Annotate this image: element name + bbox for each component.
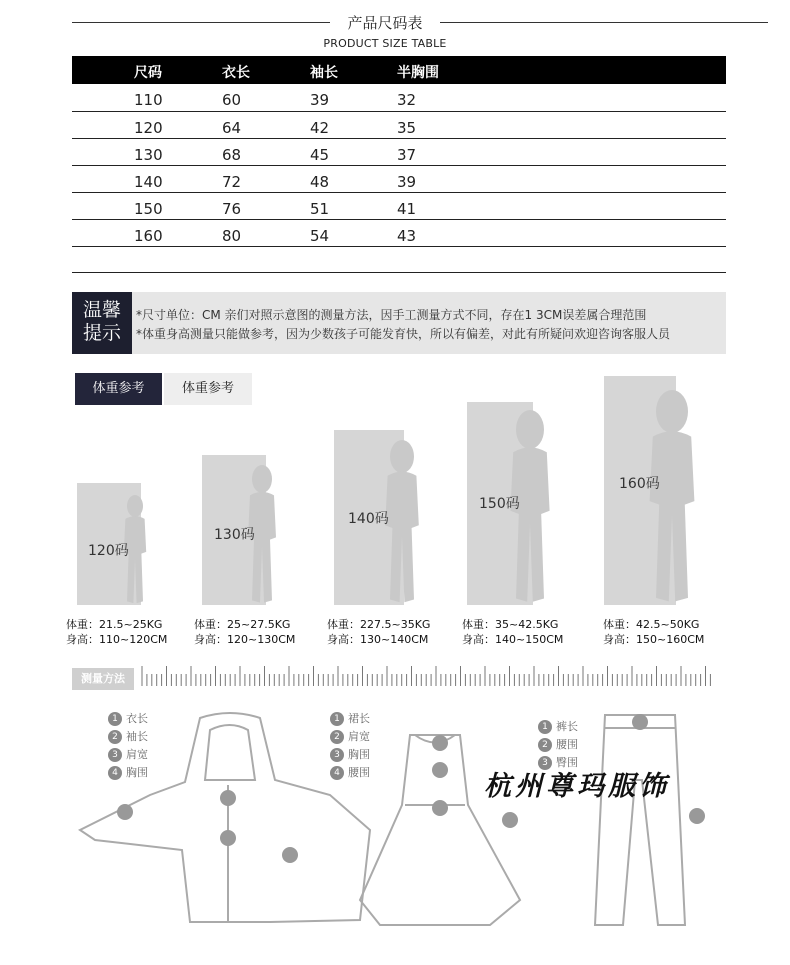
table-cell: 60 [222,84,310,111]
size-label: 150码 [479,496,520,512]
jacket-marker-1 [282,847,298,863]
dress-legend [330,710,370,782]
legend-number: 1 [538,720,552,734]
table-cell: 140 [72,165,222,192]
legend-item [108,710,148,728]
table-cell: 110 [72,84,222,111]
tab-weight-reference-active[interactable]: 体重参考 [75,373,162,405]
legend-text: 臀围 [556,756,578,769]
table-cell: 80 [222,219,310,246]
tab-weight-reference[interactable]: 体重参考 [164,373,252,405]
height-range: 身高：150~160CM [603,633,705,646]
table-row [72,111,726,138]
table-header-row [72,56,726,84]
weight-range: 体重：42.5~50KG [603,618,700,631]
legend-text: 裙长 [348,712,370,725]
table-cell-empty [497,192,726,219]
col-header-length: 衣长 [222,56,310,84]
page-subtitle: PRODUCT SIZE TABLE [323,37,447,50]
table-cell: 64 [222,111,310,138]
height-range: 身高：120~130CM [194,633,296,646]
pants-marker-2 [632,714,648,730]
size-info [327,617,430,647]
tips-box [72,292,726,354]
legend-text: 胸围 [348,748,370,761]
pants-marker-1 [689,808,705,824]
legend-number: 2 [538,738,552,752]
table-row [72,192,726,219]
table-cell-empty [497,84,726,111]
table-cell: 43 [397,219,497,246]
legend-item [330,746,370,764]
title-divider-right [440,22,768,23]
table-cell: 72 [222,165,310,192]
size-info [462,617,563,647]
table-empty-row [72,245,726,273]
size-label: 120码 [88,543,129,559]
title-divider-left [72,22,330,23]
col-header-empty [497,56,726,84]
tips-line-1: *尺寸单位：CM 亲们对照示意图的测量方法，因手工测量方式不同，存在1 3CM误差属合理范围 [136,308,647,322]
legend-number: 3 [538,756,552,770]
table-cell-empty [497,111,726,138]
legend-item [330,764,370,782]
table-cell: 45 [310,138,397,165]
legend-text: 胸围 [126,766,148,779]
legend-number: 3 [330,748,344,762]
legend-text: 肩宽 [348,730,370,743]
size-info [603,617,704,647]
legend-number: 3 [108,748,122,762]
table-cell: 68 [222,138,310,165]
size-label: 160码 [619,476,660,492]
dress-marker-2 [432,735,448,751]
table-cell: 42 [310,111,397,138]
legend-text: 腰围 [348,766,370,779]
table-cell-empty [497,138,726,165]
tips-label [72,292,132,354]
size-table [72,56,726,247]
table-cell: 39 [397,165,497,192]
table-cell: 54 [310,219,397,246]
size-info [194,617,295,647]
legend-item [330,728,370,746]
table-row [72,138,726,165]
legend-text: 衣长 [126,712,148,725]
table-cell-empty [497,219,726,246]
legend-item [108,746,148,764]
table-cell: 41 [397,192,497,219]
table-cell: 48 [310,165,397,192]
legend-item [108,728,148,746]
legend-text: 腰围 [556,738,578,751]
size-label: 140码 [348,511,389,527]
legend-text: 裤长 [556,720,578,733]
jacket-legend [108,710,148,782]
tips-line-2: *体重身高测量只能做参考，因为少数孩子可能发育快，所以有偏差，对此有所疑问欢迎咨询客服人员 [136,327,671,341]
weight-range: 体重：35~42.5KG [462,618,559,631]
table-cell: 150 [72,192,222,219]
brand-watermark: 杭州尊玛服饰 [484,771,670,802]
tips-label-text: 温馨提示 [82,299,121,344]
pants-outline [595,715,685,925]
legend-text: 袖长 [126,730,148,743]
legend-number: 1 [108,712,122,726]
table-cell: 130 [72,138,222,165]
legend-item [538,736,578,754]
col-header-sleeve: 袖长 [310,56,397,84]
table-cell: 35 [397,111,497,138]
table-cell: 32 [397,84,497,111]
weight-range: 体重：227.5~35KG [327,618,431,631]
table-cell: 39 [310,84,397,111]
legend-number: 4 [108,766,122,780]
col-header-size: 尺码 [72,56,222,84]
legend-text: 肩宽 [126,748,148,761]
table-row [72,165,726,192]
height-range: 身高：110~120CM [66,633,168,646]
jacket-marker-2 [117,804,133,820]
legend-number: 2 [108,730,122,744]
garment-illustrations [70,700,720,960]
jacket-marker-3 [220,790,236,806]
height-range: 身高：140~150CM [462,633,564,646]
child-silhouette-icon [640,390,704,605]
table-cell: 160 [72,219,222,246]
size-info [66,617,167,647]
measure-method-tag: 测量方法 [72,668,134,690]
height-range: 身高：130~140CM [327,633,429,646]
legend-number: 4 [330,766,344,780]
table-cell: 120 [72,111,222,138]
dress-marker-3 [432,762,448,778]
weight-range: 体重：25~27.5KG [194,618,291,631]
table-cell-empty [497,165,726,192]
size-label: 130码 [214,527,255,543]
table-cell: 51 [310,192,397,219]
legend-number: 2 [330,730,344,744]
jacket-marker-4 [220,830,236,846]
table-row [72,219,726,246]
legend-item [330,710,370,728]
table-cell: 76 [222,192,310,219]
legend-item [538,718,578,736]
page-title: 产品尺码表 [347,14,423,32]
legend-number: 1 [330,712,344,726]
dress-marker-4 [432,800,448,816]
col-header-half-chest: 半胸围 [397,56,497,84]
weight-range: 体重：21.5~25KG [66,618,163,631]
table-cell: 37 [397,138,497,165]
legend-item [108,764,148,782]
table-row [72,84,726,111]
dress-marker-1 [502,812,518,828]
ruler-graphic [140,664,720,686]
